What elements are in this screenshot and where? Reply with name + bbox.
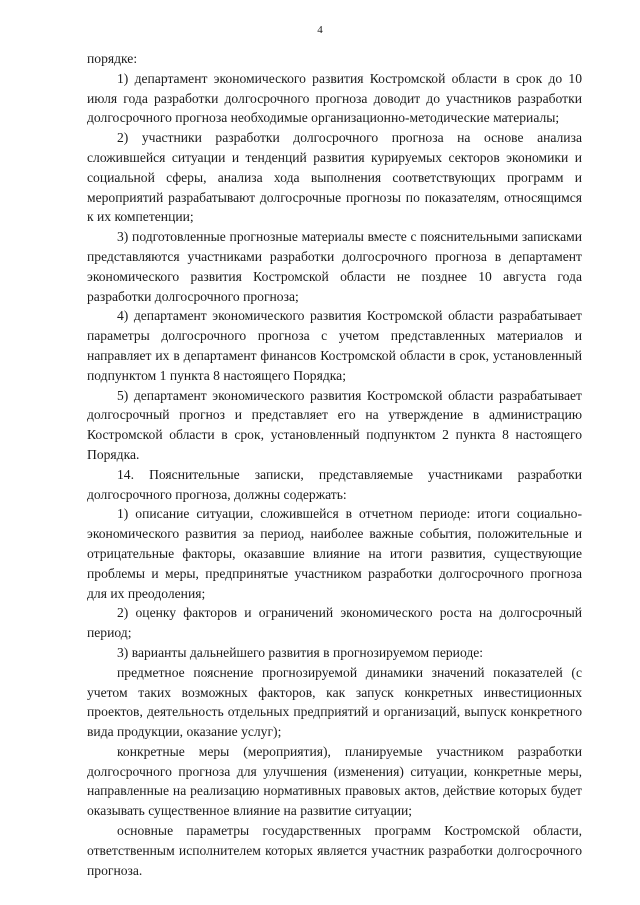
paragraph-subitem-measures: конкретные меры (мероприятия), планируемые участником разработки долгосрочного прогноза для улучшения (изменения) ситуации, конкретные меры, направленные на реализацию нормативных правовых актов, действие которых будет оказывать существенное влияние на развитие ситуации;: [87, 743, 582, 819]
paragraph-subitem-programs: основные параметры государственных программ Костромской области, ответственным исполнителем которых является участник разработки долгосрочного прогноза.: [87, 823, 582, 878]
paragraph-subitem-explanation: предметное пояснение прогнозируемой динамики значений показателей (с учетом таких возможных факторов, как запуск конкретных инвестиционных проектов, деятельность отдельных предприятий и организаций, выпуск конкретного вида продукции, оказание услуг);: [87, 664, 582, 740]
paragraph-item-5: 5) департамент экономического развития Костромской области разрабатывает долгосрочный прогноз и представляет его на утверждение в администрацию Костромской области в срок, установленный подпунктом 2 пункта 8 настоящего Порядка.: [87, 387, 582, 462]
paragraph-section-14-item-2: 2) оценку факторов и ограничений экономического роста на долгосрочный период;: [87, 605, 582, 641]
paragraph-item-1: 1) департамент экономического развития Костромской области в срок до 10 июля года разработки долгосрочного прогноза доводит до участников разработки долгосрочного прогноза необходимые организационно-методические материалы;: [87, 70, 582, 126]
paragraph-section-14-item-3: 3) варианты дальнейшего развития в прогнозируемом периоде:: [117, 644, 484, 660]
paragraph-continuation: порядке:: [87, 51, 138, 66]
paragraph-section-14-item-1: 1) описание ситуации, сложившейся в отчетном периоде: итоги социально-экономического развития за период, наиболее важные события, положительные и отрицательные факторы, оказавшие влияние на итоги развития, существующие проблемы и меры, предпринятые участником разработки долгосрочного прогноза для их преодоления;: [87, 506, 582, 601]
paragraph-section-14: 14. Пояснительные записки, представляемые участниками разработки долгосрочного прогноза, должны содержать:: [87, 466, 582, 502]
document-body: [87, 49, 582, 880]
paragraph-item-3: 3) подготовленные прогнозные материалы вместе с пояснительными записками представляются участниками разработки долгосрочного прогноза в департамент экономического развития Костромской области не позднее 10 августа года разработки долгосрочного прогноза;: [87, 229, 582, 304]
paragraph-item-2: 2) участники разработки долгосрочного прогноза на основе анализа сложившейся ситуации и тенденций развития курируемых секторов экономики и социальной сферы, анализа хода выполнения соответствующих программ и мероприятий разрабатывают долгосрочные прогнозы по показателям, относящимся к их компетенции;: [87, 130, 582, 225]
paragraph-item-4: 4) департамент экономического развития Костромской области разрабатывает параметры долгосрочного прогноза с учетом представленных материалов и направляет их в департамент финансов Костромской области в срок, установленный подпунктом 1 пункта 8 настоящего Порядка;: [87, 308, 582, 383]
page-number: 4: [317, 24, 323, 36]
